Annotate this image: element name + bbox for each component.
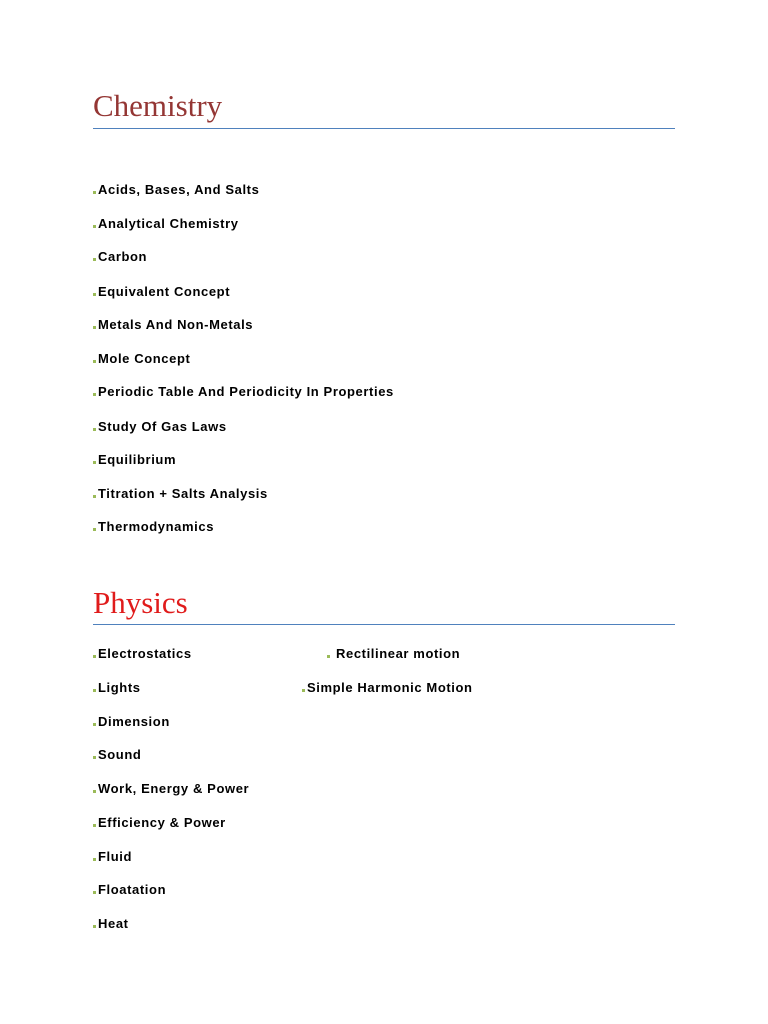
list-item-label: Fluid	[98, 849, 133, 864]
physics-heading: Physics	[93, 585, 188, 620]
list-item	[93, 815, 226, 831]
chemistry-heading: Chemistry	[93, 88, 223, 123]
bullet-icon	[93, 891, 96, 894]
list-item	[93, 646, 192, 662]
list-item	[93, 916, 129, 932]
list-item-label: Study Of Gas Laws	[98, 419, 227, 434]
list-item	[93, 849, 132, 865]
list-item	[93, 216, 239, 232]
bullet-icon	[93, 360, 96, 363]
list-item-label: Analytical Chemistry	[98, 216, 239, 231]
bullet-icon	[93, 756, 96, 759]
bullet-icon	[93, 528, 96, 531]
list-item-label: Sound	[98, 747, 142, 762]
list-item-label: Rectilinear motion	[336, 646, 461, 661]
list-item-label: Efficiency & Power	[98, 815, 226, 830]
bullet-icon	[93, 428, 96, 431]
list-item-label: Periodic Table And Periodicity In Properties	[98, 384, 394, 399]
bullet-icon	[327, 655, 330, 658]
list-item	[93, 781, 249, 797]
chemistry-heading-rule	[93, 128, 675, 129]
list-item-label: Heat	[98, 916, 129, 931]
list-item-label: Metals And Non-Metals	[98, 317, 254, 332]
bullet-icon	[93, 858, 96, 861]
bullet-icon	[93, 689, 96, 692]
bullet-icon	[93, 461, 96, 464]
bullet-icon	[93, 790, 96, 793]
list-item-label: Electrostatics	[98, 646, 192, 661]
list-item-label: Lights	[98, 680, 141, 695]
bullet-icon	[93, 655, 96, 658]
bullet-icon	[93, 723, 96, 726]
list-item	[93, 519, 214, 535]
list-item	[93, 714, 170, 730]
list-item	[93, 351, 190, 367]
bullet-icon	[302, 689, 305, 692]
list-item	[327, 646, 460, 662]
list-item-label: Simple Harmonic Motion	[307, 680, 473, 695]
list-item-label: Mole Concept	[98, 351, 191, 366]
list-item-label: Floatation	[98, 882, 167, 897]
bullet-icon	[93, 824, 96, 827]
list-item-label: Work, Energy & Power	[98, 781, 250, 796]
list-item-label: Thermodynamics	[98, 519, 215, 534]
bullet-icon	[93, 258, 96, 261]
list-item-label: Acids, Bases, And Salts	[98, 182, 260, 197]
bullet-icon	[93, 293, 96, 296]
list-item-label: Equivalent Concept	[98, 284, 231, 299]
bullet-icon	[93, 495, 96, 498]
list-item	[93, 419, 227, 435]
list-item	[93, 452, 176, 468]
bullet-icon	[93, 225, 96, 228]
bullet-icon	[93, 326, 96, 329]
list-item	[93, 284, 230, 300]
bullet-icon	[93, 393, 96, 396]
list-item	[302, 680, 473, 696]
list-item-label: Dimension	[98, 714, 170, 729]
list-item-label: Carbon	[98, 249, 148, 264]
list-item	[93, 182, 259, 198]
list-item	[93, 747, 141, 763]
list-item-label: Equilibrium	[98, 452, 177, 467]
list-item-label: Titration + Salts Analysis	[98, 486, 268, 501]
bullet-icon	[93, 925, 96, 928]
bullet-icon	[93, 191, 96, 194]
list-item	[93, 249, 147, 265]
list-item	[93, 384, 394, 400]
list-item	[93, 680, 141, 696]
physics-heading-rule	[93, 624, 675, 625]
list-item	[93, 486, 268, 502]
list-item	[93, 882, 166, 898]
list-item	[93, 317, 253, 333]
